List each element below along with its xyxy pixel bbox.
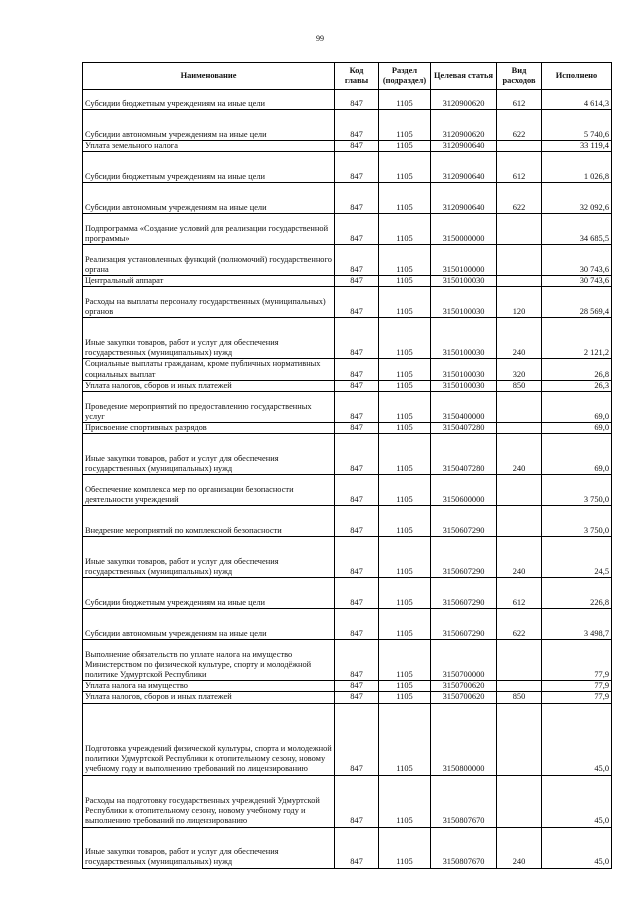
cell-kind: 240	[497, 434, 542, 475]
table-row	[83, 110, 612, 141]
cell-amount: 26,3	[542, 380, 612, 391]
table-row	[83, 578, 612, 609]
cell-kind	[497, 703, 542, 775]
cell-kind	[497, 214, 542, 245]
cell-target: 3150807670	[431, 775, 497, 827]
cell-name: Иные закупки товаров, работ и услуг для обеспечения государственных (муниципальных) нужд	[83, 434, 335, 475]
table-row	[83, 359, 612, 380]
cell-kind	[497, 506, 542, 537]
cell-code: 847	[335, 775, 379, 827]
cell-code: 847	[335, 578, 379, 609]
cell-name: Реализация установленных функций (полномочий) государственного органа	[83, 245, 335, 276]
cell-section: 1105	[379, 609, 431, 640]
cell-kind	[497, 475, 542, 506]
cell-kind: 612	[497, 90, 542, 110]
cell-target: 3120900620	[431, 90, 497, 110]
cell-target: 3150100030	[431, 276, 497, 287]
header-code: Код главы	[335, 63, 379, 90]
cell-kind: 622	[497, 183, 542, 214]
cell-name: Социальные выплаты гражданам, кроме публичных нормативных социальных выплат	[83, 359, 335, 380]
cell-target: 3120900640	[431, 141, 497, 152]
table-row	[83, 287, 612, 318]
cell-name: Субсидии автономным учреждениям на иные цели	[83, 609, 335, 640]
cell-target: 3120900620	[431, 110, 497, 141]
table-body	[83, 90, 612, 869]
table-row	[83, 537, 612, 578]
cell-section: 1105	[379, 141, 431, 152]
table-row	[83, 827, 612, 868]
cell-code: 847	[335, 380, 379, 391]
cell-target: 3150800000	[431, 703, 497, 775]
cell-kind: 120	[497, 287, 542, 318]
cell-amount: 3 750,0	[542, 506, 612, 537]
cell-kind	[497, 141, 542, 152]
cell-name: Иные закупки товаров, работ и услуг для обеспечения государственных (муниципальных) нужд	[83, 827, 335, 868]
cell-name: Подготовка учреждений физической культуры, спорта и молодежной политики Удмуртской Республики к отопительному сезону, новому учебному году и выполнению требований по лицензированию	[83, 703, 335, 775]
cell-target: 3150607290	[431, 506, 497, 537]
cell-section: 1105	[379, 692, 431, 703]
cell-name: Уплата земельного налога	[83, 141, 335, 152]
table-row	[83, 392, 612, 423]
table-row	[83, 434, 612, 475]
table-row	[83, 141, 612, 152]
table-row	[83, 380, 612, 391]
cell-amount: 77,9	[542, 692, 612, 703]
cell-code: 847	[335, 609, 379, 640]
cell-target: 3150607290	[431, 578, 497, 609]
cell-target: 3150100030	[431, 380, 497, 391]
cell-section: 1105	[379, 110, 431, 141]
cell-name: Субсидии бюджетным учреждениям на иные цели	[83, 152, 335, 183]
page-number: 99	[316, 34, 324, 43]
cell-code: 847	[335, 475, 379, 506]
cell-name: Уплата налогов, сборов и иных платежей	[83, 380, 335, 391]
cell-amount: 30 743,6	[542, 245, 612, 276]
cell-section: 1105	[379, 475, 431, 506]
cell-target: 3150407280	[431, 423, 497, 434]
cell-code: 847	[335, 640, 379, 681]
cell-amount: 226,8	[542, 578, 612, 609]
cell-code: 847	[335, 214, 379, 245]
cell-amount: 45,0	[542, 703, 612, 775]
cell-target: 3150807670	[431, 827, 497, 868]
cell-section: 1105	[379, 681, 431, 692]
cell-code: 847	[335, 287, 379, 318]
cell-code: 847	[335, 141, 379, 152]
cell-section: 1105	[379, 276, 431, 287]
cell-kind: 240	[497, 537, 542, 578]
cell-section: 1105	[379, 392, 431, 423]
cell-name: Субсидии бюджетным учреждениям на иные цели	[83, 90, 335, 110]
cell-amount: 34 685,5	[542, 214, 612, 245]
cell-kind	[497, 640, 542, 681]
cell-section: 1105	[379, 506, 431, 537]
cell-target: 3150100030	[431, 287, 497, 318]
table-row	[83, 692, 612, 703]
cell-amount: 69,0	[542, 392, 612, 423]
cell-amount: 5 740,6	[542, 110, 612, 141]
cell-code: 847	[335, 392, 379, 423]
cell-amount: 77,9	[542, 681, 612, 692]
cell-section: 1105	[379, 152, 431, 183]
cell-code: 847	[335, 703, 379, 775]
cell-amount: 69,0	[542, 423, 612, 434]
table-row	[83, 640, 612, 681]
cell-section: 1105	[379, 245, 431, 276]
cell-kind	[497, 245, 542, 276]
table-row	[83, 276, 612, 287]
cell-target: 3150400000	[431, 392, 497, 423]
cell-kind: 612	[497, 578, 542, 609]
cell-name: Обеспечение комплекса мер по организации безопасности деятельности учреждений	[83, 475, 335, 506]
cell-code: 847	[335, 681, 379, 692]
table-row	[83, 318, 612, 359]
cell-name: Центральный аппарат	[83, 276, 335, 287]
cell-code: 847	[335, 183, 379, 214]
cell-code: 847	[335, 318, 379, 359]
cell-amount: 32 092,6	[542, 183, 612, 214]
header-target: Целевая статья	[431, 63, 497, 90]
cell-target: 3120900640	[431, 152, 497, 183]
cell-section: 1105	[379, 827, 431, 868]
cell-section: 1105	[379, 423, 431, 434]
table-row	[83, 609, 612, 640]
table-row	[83, 423, 612, 434]
table-row	[83, 703, 612, 775]
cell-section: 1105	[379, 287, 431, 318]
cell-code: 847	[335, 359, 379, 380]
cell-section: 1105	[379, 359, 431, 380]
cell-kind: 622	[497, 110, 542, 141]
cell-amount: 77,9	[542, 640, 612, 681]
cell-section: 1105	[379, 775, 431, 827]
cell-target: 3150700620	[431, 681, 497, 692]
header-kind: Вид расходов	[497, 63, 542, 90]
cell-code: 847	[335, 110, 379, 141]
cell-target: 3150000000	[431, 214, 497, 245]
table-header-row	[83, 63, 612, 90]
cell-amount: 45,0	[542, 775, 612, 827]
cell-target: 3150700620	[431, 692, 497, 703]
cell-amount: 1 026,8	[542, 152, 612, 183]
cell-code: 847	[335, 276, 379, 287]
cell-name: Расходы на выплаты персоналу государственных (муниципальных) органов	[83, 287, 335, 318]
cell-section: 1105	[379, 318, 431, 359]
cell-name: Субсидии автономным учреждениям на иные цели	[83, 183, 335, 214]
cell-code: 847	[335, 692, 379, 703]
cell-section: 1105	[379, 183, 431, 214]
table-row	[83, 90, 612, 110]
cell-name: Субсидии автономным учреждениям на иные цели	[83, 110, 335, 141]
cell-target: 3150407280	[431, 434, 497, 475]
cell-kind: 320	[497, 359, 542, 380]
cell-section: 1105	[379, 537, 431, 578]
cell-target: 3150607290	[431, 537, 497, 578]
table-row	[83, 183, 612, 214]
cell-amount: 26,8	[542, 359, 612, 380]
cell-amount: 28 569,4	[542, 287, 612, 318]
cell-kind: 612	[497, 152, 542, 183]
cell-code: 847	[335, 152, 379, 183]
cell-name: Подпрограмма «Создание условий для реализации государственной программы»	[83, 214, 335, 245]
cell-code: 847	[335, 434, 379, 475]
table-row	[83, 245, 612, 276]
cell-amount: 3 750,0	[542, 475, 612, 506]
cell-name: Проведение мероприятий по предоставлению государственных услуг	[83, 392, 335, 423]
cell-code: 847	[335, 537, 379, 578]
cell-amount: 4 614,3	[542, 90, 612, 110]
table-row	[83, 775, 612, 827]
cell-amount: 30 743,6	[542, 276, 612, 287]
cell-name: Присвоение спортивных разрядов	[83, 423, 335, 434]
cell-kind	[497, 392, 542, 423]
cell-target: 3150100030	[431, 359, 497, 380]
cell-target: 3150700000	[431, 640, 497, 681]
cell-section: 1105	[379, 640, 431, 681]
cell-kind: 850	[497, 692, 542, 703]
cell-section: 1105	[379, 214, 431, 245]
cell-section: 1105	[379, 434, 431, 475]
cell-kind	[497, 775, 542, 827]
budget-table	[82, 62, 612, 869]
cell-amount: 33 119,4	[542, 141, 612, 152]
cell-kind: 240	[497, 827, 542, 868]
table-row	[83, 506, 612, 537]
table-row	[83, 214, 612, 245]
cell-amount: 69,0	[542, 434, 612, 475]
cell-target: 3120900640	[431, 183, 497, 214]
cell-section: 1105	[379, 578, 431, 609]
cell-kind	[497, 681, 542, 692]
cell-name: Уплата налога на имущество	[83, 681, 335, 692]
cell-amount: 24,5	[542, 537, 612, 578]
table-row	[83, 152, 612, 183]
cell-code: 847	[335, 506, 379, 537]
header-section: Раздел (подраздел)	[379, 63, 431, 90]
cell-kind	[497, 423, 542, 434]
cell-amount: 2 121,2	[542, 318, 612, 359]
cell-target: 3150600000	[431, 475, 497, 506]
cell-kind: 240	[497, 318, 542, 359]
cell-target: 3150607290	[431, 609, 497, 640]
cell-kind: 622	[497, 609, 542, 640]
cell-target: 3150100030	[431, 318, 497, 359]
cell-kind: 850	[497, 380, 542, 391]
table-row	[83, 475, 612, 506]
cell-section: 1105	[379, 703, 431, 775]
cell-name: Уплата налогов, сборов и иных платежей	[83, 692, 335, 703]
cell-name: Выполнение обязательств по уплате налога на имущество Министерством по физической культуре, спорту и молодёжной политике Удмуртской Республики	[83, 640, 335, 681]
header-amount: Исполнено	[542, 63, 612, 90]
cell-name: Субсидии бюджетным учреждениям на иные цели	[83, 578, 335, 609]
cell-code: 847	[335, 423, 379, 434]
cell-amount: 45,0	[542, 827, 612, 868]
cell-code: 847	[335, 90, 379, 110]
cell-name: Внедрение мероприятий по комплексной безопасности	[83, 506, 335, 537]
header-name: Наименование	[83, 63, 335, 90]
cell-name: Расходы на подготовку государственных учреждений Удмуртской Республики к отопительному сезону, новому учебному году и выполнению требований по лицензированию	[83, 775, 335, 827]
cell-target: 3150100000	[431, 245, 497, 276]
cell-code: 847	[335, 827, 379, 868]
table-row	[83, 681, 612, 692]
cell-name: Иные закупки товаров, работ и услуг для обеспечения государственных (муниципальных) нужд	[83, 537, 335, 578]
cell-section: 1105	[379, 380, 431, 391]
cell-code: 847	[335, 245, 379, 276]
cell-name: Иные закупки товаров, работ и услуг для обеспечения государственных (муниципальных) нужд	[83, 318, 335, 359]
cell-amount: 3 498,7	[542, 609, 612, 640]
cell-section: 1105	[379, 90, 431, 110]
cell-kind	[497, 276, 542, 287]
